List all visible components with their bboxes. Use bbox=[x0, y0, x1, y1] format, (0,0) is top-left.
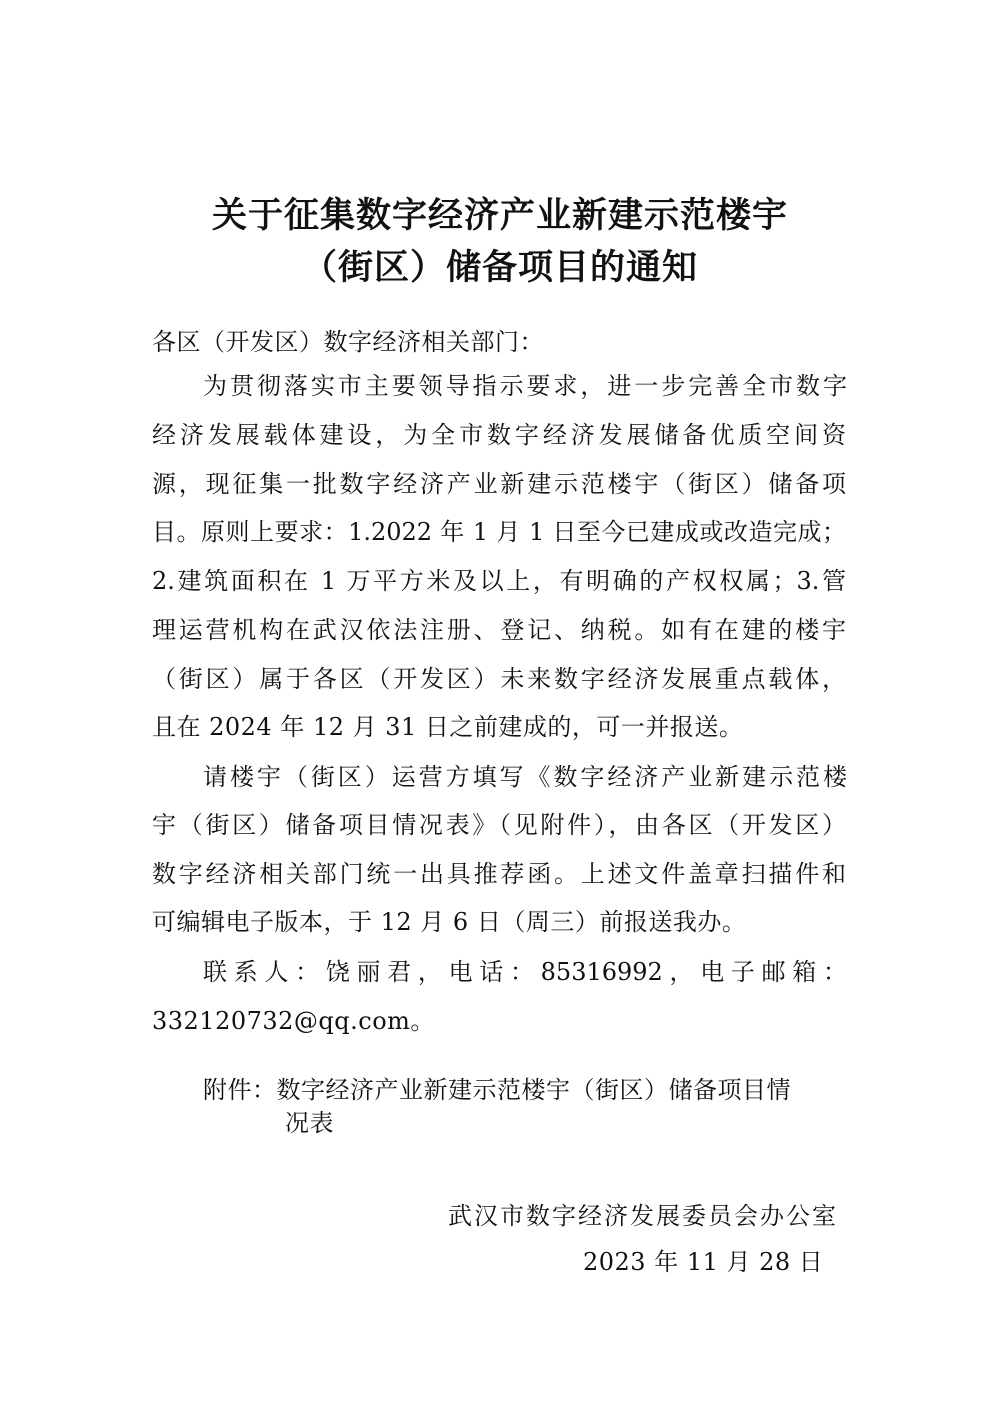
paragraph-line: 可编辑电子版本，于 12 月 6 日（周三）前报送我办。 bbox=[152, 908, 747, 936]
paragraph-line: 目。原则上要求：1.2022 年 1 月 1 日至今已建成或改造完成； bbox=[152, 518, 846, 546]
paragraph-line: 2.建筑面积在 1 万平方米及以上，有明确的产权权属；3.管 bbox=[152, 567, 846, 595]
paragraph-line: 理运营机构在武汉依法注册、登记、纳税。如有在建的楼宇 bbox=[152, 616, 846, 644]
attachment-line: 附件：数字经济产业新建示范楼宇（街区）储备项目情 bbox=[203, 1076, 791, 1104]
paragraph-line: 源，现征集一批数字经济产业新建示范楼宇（街区）储备项 bbox=[152, 470, 846, 498]
paragraph-line: 且在 2024 年 12 月 31 日之前建成的，可一并报送。 bbox=[152, 713, 744, 741]
document-title-line-2: （街区）储备项目的通知 bbox=[301, 248, 698, 289]
issuing-organization: 武汉市数字经济发展委员会办公室 bbox=[448, 1202, 838, 1230]
contact-email: 332120732@qq.com。 bbox=[152, 1007, 435, 1035]
attachment-line: 况表 bbox=[285, 1109, 334, 1137]
paragraph-line: 经济发展载体建设，为全市数字经济发展储备优质空间资 bbox=[152, 421, 846, 449]
issue-date: 2023 年 11 月 28 日 bbox=[583, 1248, 824, 1276]
paragraph-line: 宇（街区）储备项目情况表》（见附件），由各区（开发区） bbox=[152, 811, 846, 839]
paragraph-line: 请楼宇（街区）运营方填写《数字经济产业新建示范楼 bbox=[203, 763, 847, 791]
salutation: 各区（开发区）数字经济相关部门： bbox=[152, 328, 544, 356]
contact-line: 联系人：饶丽君，电话：85316992，电子邮箱： bbox=[203, 958, 847, 986]
paragraph-line: （街区）属于各区（开发区）未来数字经济发展重点载体， bbox=[152, 665, 846, 693]
paragraph-line: 数字经济相关部门统一出具推荐函。上述文件盖章扫描件和 bbox=[152, 860, 846, 888]
document-title-line-1: 关于征集数字经济产业新建示范楼宇 bbox=[211, 196, 788, 237]
paragraph-line: 为贯彻落实市主要领导指示要求，进一步完善全市数字 bbox=[203, 372, 847, 400]
